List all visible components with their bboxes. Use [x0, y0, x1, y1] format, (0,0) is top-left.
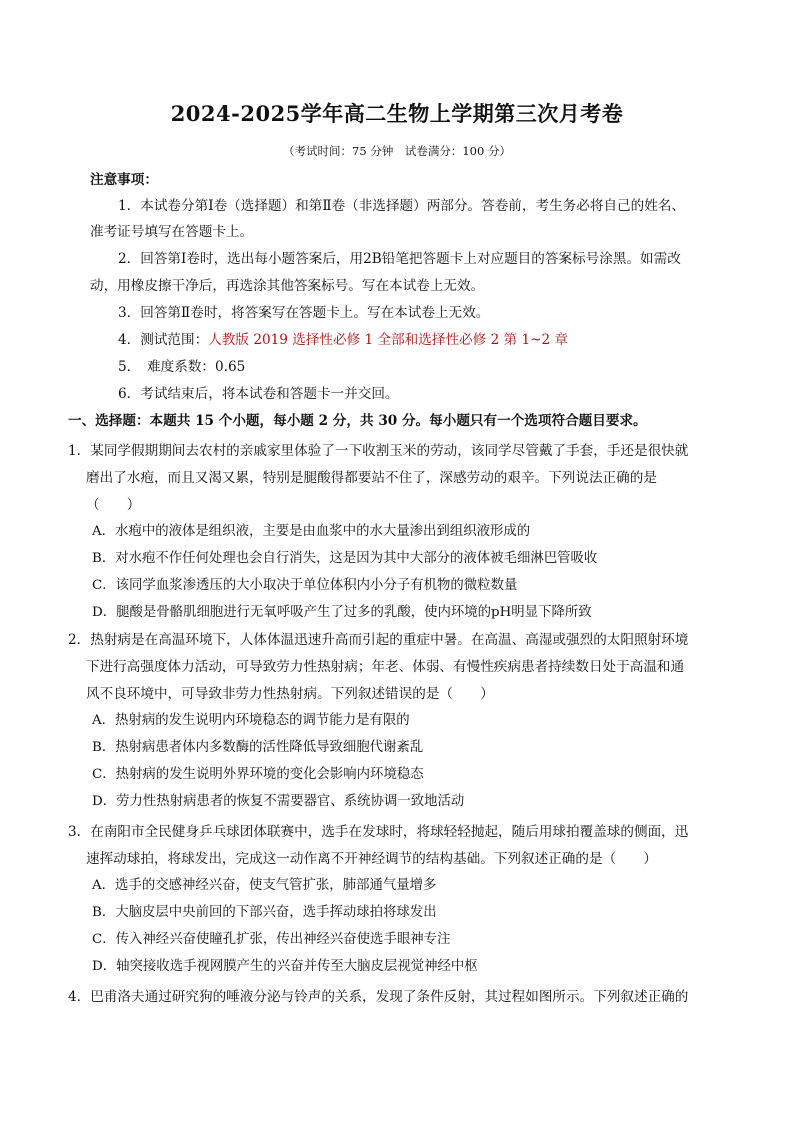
notice-item-3: 3．回答第Ⅱ卷时，将答案写在答题卡上。写在本试卷上无效。 [118, 305, 490, 321]
exam-title: 2024-2025学年高二生物上学期第三次月考卷 [170, 101, 624, 126]
q3-option-d: D．轴突接收选手视网膜产生的兴奋并传至大脑皮层视觉神经中枢 [92, 959, 478, 974]
q2-option-a: A．热射病的发生说明内环境稳态的调节能力是有限的 [92, 713, 410, 728]
q2-stem-line-3: 风不良环境中，可导致非劳力性热射病。下列叙述错误的是（ ） [86, 686, 494, 702]
q2-stem-line-1: 2．热射病是在高温环境下，人体体温迅速升高而引起的重症中暑。在高温、高湿或强烈的太阳照射环境 [68, 632, 689, 648]
q3-option-c: C．传入神经兴奋使瞳孔扩张，传出神经兴奋使选手眼神专注 [92, 932, 451, 947]
q2-option-c: C．热射病的发生说明外界环境的变化会影响内环境稳态 [92, 767, 424, 782]
q1-stem-line-3: （ ） [86, 497, 141, 513]
q1-option-c: C．该同学血浆渗透压的大小取决于单位体积内小分子有机物的微粒数量 [92, 578, 518, 593]
q1-stem-line-2: 磨出了水疱，而且又渴又累，特别是腿酸得都要站不住了，深感劳动的艰辛。下列说法正确的是 [86, 470, 657, 486]
notice-item-2-line-2: 动，用橡皮擦干净后，再选涂其他答案标号。写在本试卷上无效。 [90, 278, 485, 294]
notice-heading: 注意事项： [90, 172, 158, 188]
notice-item-1-line-2: 准考证号填写在答题卡上。 [90, 224, 254, 240]
notice-item-5: 5． 难度系数：0.65 [118, 359, 246, 375]
q2-option-d: D．劳力性热射病患者的恢复不需要器官、系统协调一致地活动 [92, 794, 465, 809]
q1-option-b: B．对水疱不作任何处理也会自行消失，这是因为其中大部分的液体被毛细淋巴管吸收 [92, 551, 598, 566]
notice-item-1-line-1: 1．本试卷分第Ⅰ卷（选择题）和第Ⅱ卷（非选择题）两部分。答卷前，考生务必将自己的姓名、 [118, 198, 686, 214]
exam-subtitle: （考试时间：75 分钟 试卷满分：100 分） [283, 144, 511, 158]
q3-option-b: B．大脑皮层中央前回的下部兴奋，选手挥动球拍将球发出 [92, 905, 437, 920]
notice-item-2-line-1: 2．回答第Ⅰ卷时，选出每小题答案后，用2B铅笔把答题卡上对应题目的答案标号涂黑。如需改 [118, 251, 681, 267]
q3-stem-line-1: 3．在南阳市全民健身乒乓球团体联赛中，选手在发球时，将球轻轻抛起，随后用球拍覆盖球的侧面，迅 [68, 824, 689, 840]
q2-stem-line-2: 下进行高强度体力活动，可导致劳力性热射病；年老、体弱、有慢性疾病患者持续数日处于高温和通 [86, 659, 685, 675]
q2-option-b: B．热射病患者体内多数酶的活性降低导致细胞代谢紊乱 [92, 740, 424, 755]
q3-stem-line-2: 速挥动球拍，将球发出，完成这一动作离不开神经调节的结构基础。下列叙述正确的是（ ） [86, 851, 657, 867]
notice-item-4 [118, 330, 568, 350]
q3-option-a: A．选手的交感神经兴奋，使支气管扩张，肺部通气量增多 [92, 878, 437, 893]
q1-stem-line-1: 1．某同学假期期间去农村的亲戚家里体验了一下收割玉米的劳动，该同学尽管戴了手套，手还是很快就 [68, 443, 689, 459]
q1-option-d: D．腿酸是骨骼肌细胞进行无氧呼吸产生了过多的乳酸，使内环境的pH明显下降所致 [92, 605, 592, 620]
q4-stem-line-1: 4．巴甫洛夫通过研究狗的唾液分泌与铃声的关系，发现了条件反射，其过程如图所示。下列叙述正确的 [68, 989, 689, 1005]
section-1-heading: 一、选择题：本题共 15 个小题，每小题 2 分，共 30 分。每小题只有一个选项符合题目要求。 [68, 413, 647, 429]
test-range: 人教版 2019 选择性必修 1 全部和选择性必修 2 第 1~2 章 [208, 332, 569, 348]
notice-item-6: 6．考试结束后，将本试卷和答题卡一并交回。 [118, 386, 399, 402]
notice-item-4-prefix: 4．测试范围： [118, 332, 209, 348]
q1-option-a: A．水疱中的液体是组织液，主要是由血浆中的水大量渗出到组织液形成的 [92, 524, 531, 539]
